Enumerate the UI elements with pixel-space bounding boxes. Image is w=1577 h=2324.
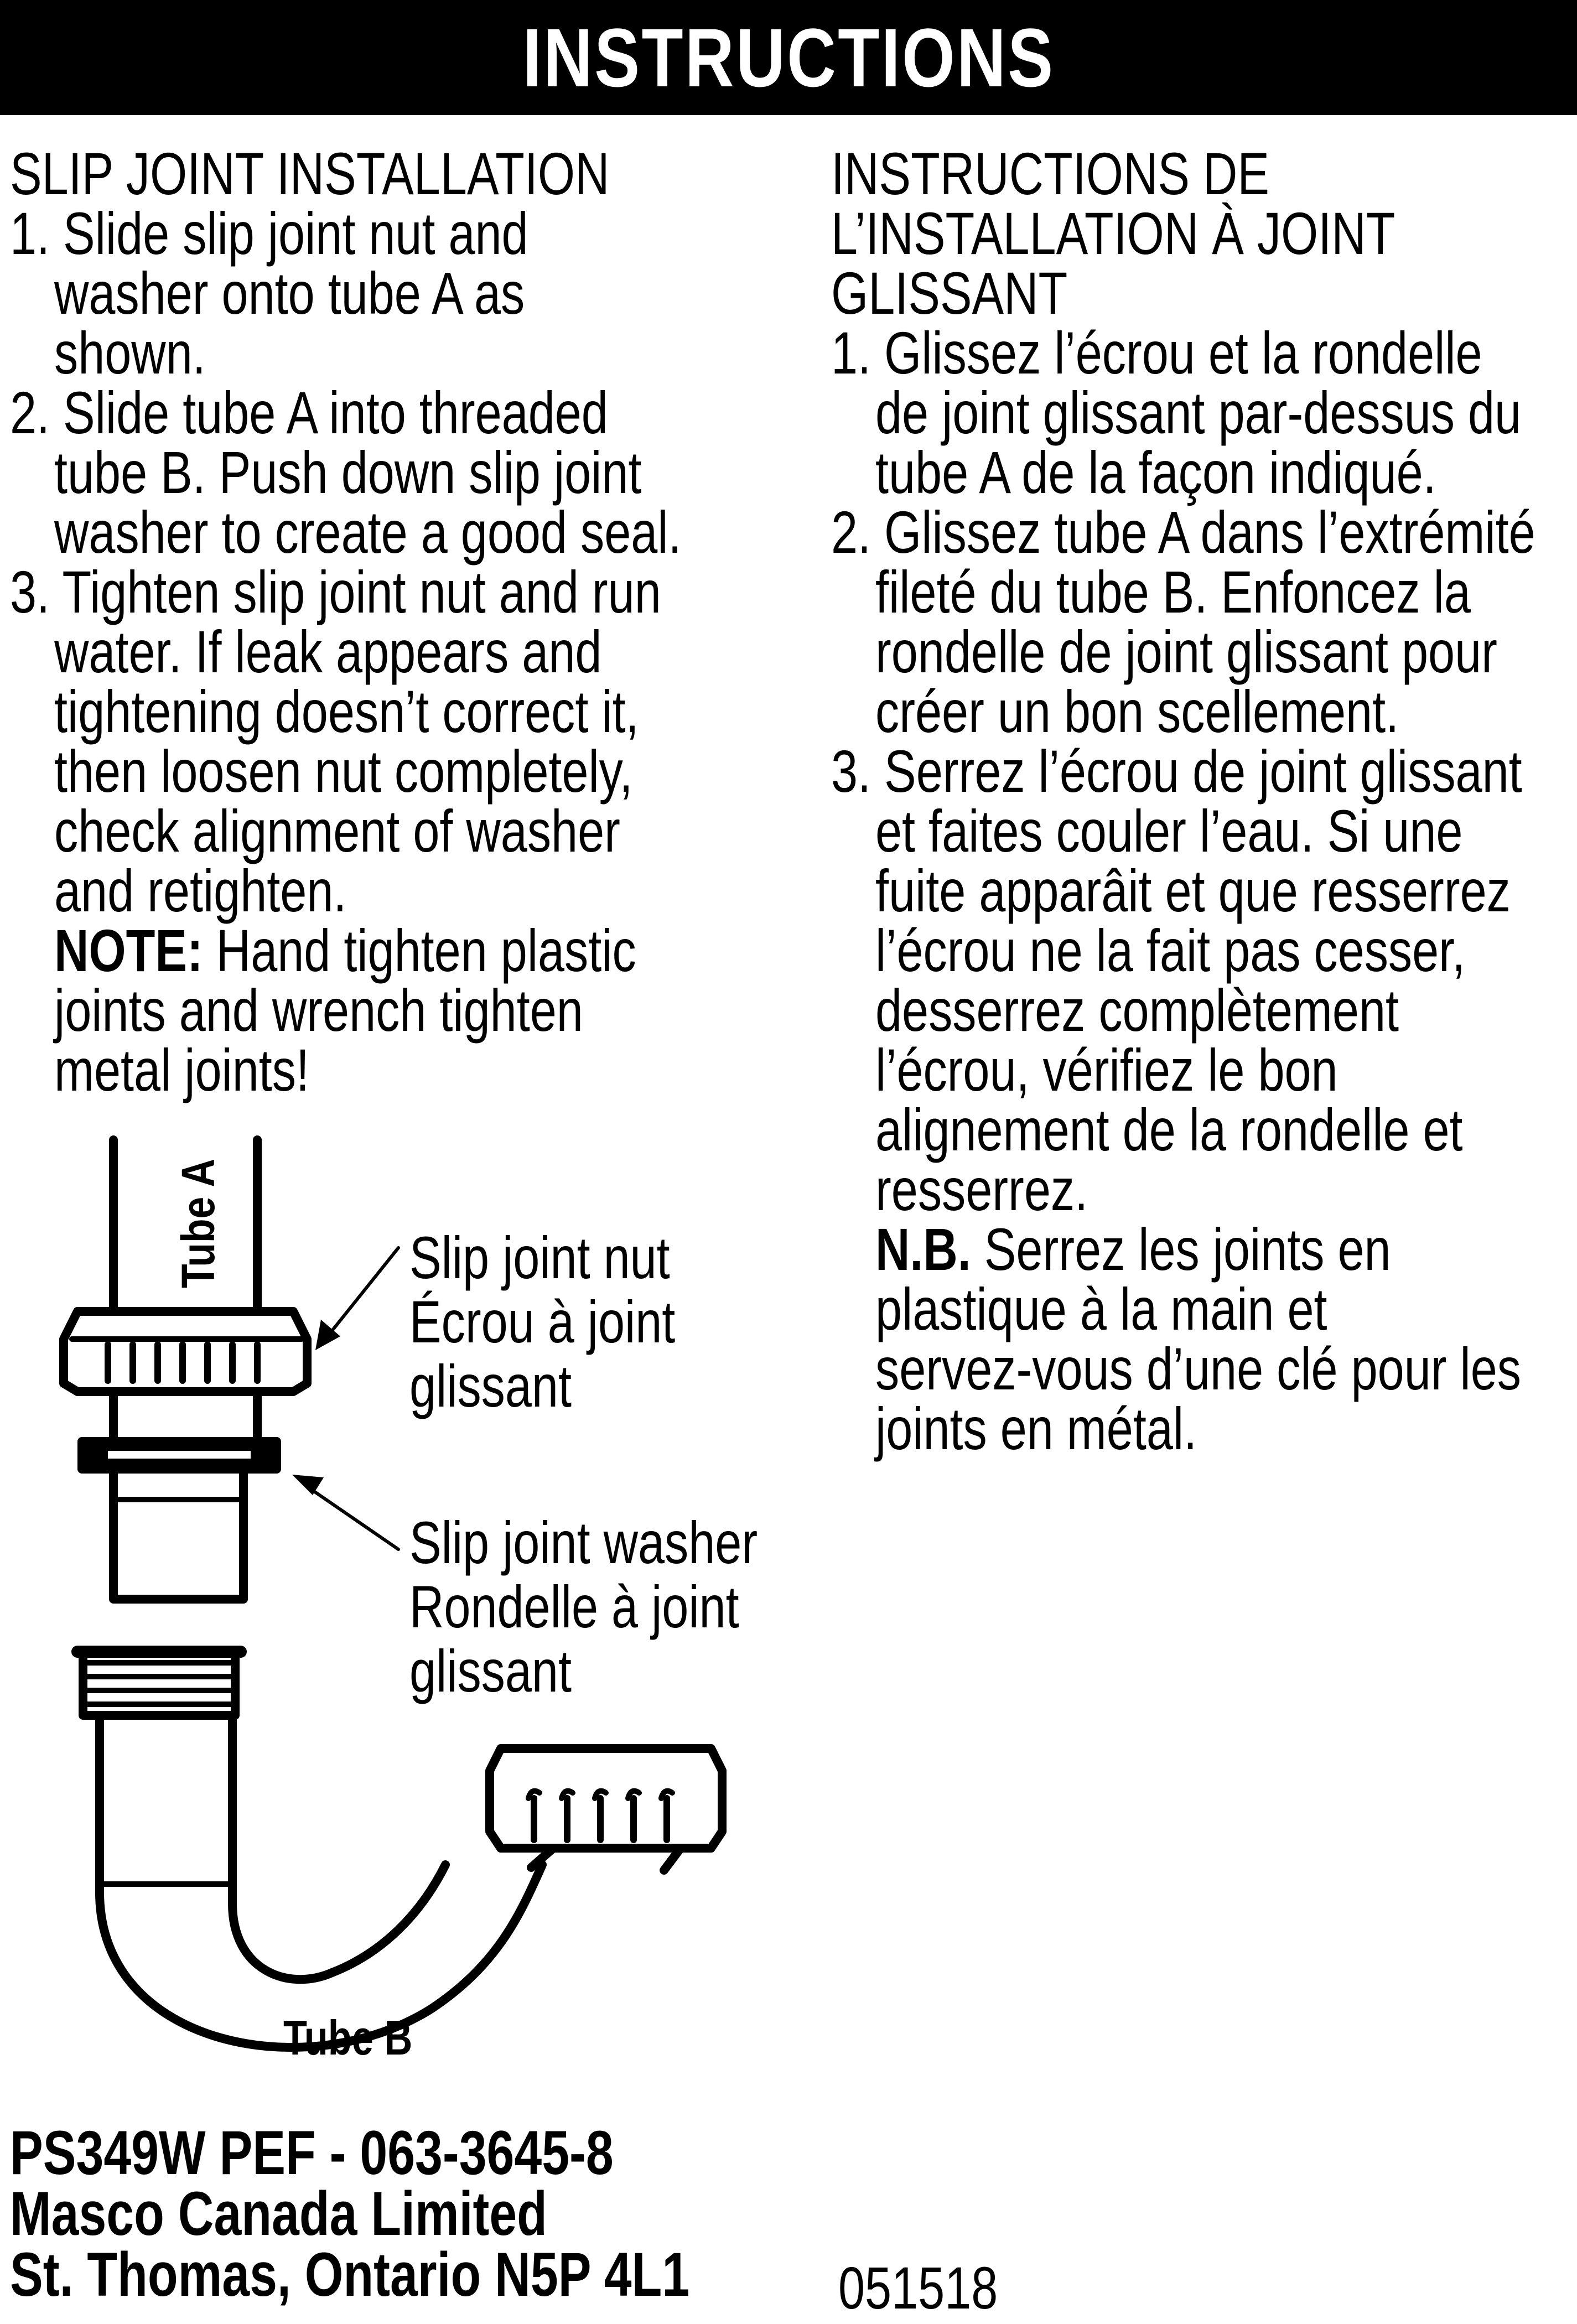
fr-note-line3: servez-vous d’une clé pour les [875,1335,1521,1402]
en-step1-line1: 1. Slide slip joint nut and [10,200,528,267]
nut-label [409,1226,675,1418]
english-column [10,140,849,1103]
fr-step3-line4: l’écrou ne la fait pas cesser, [875,917,1466,984]
footer-company: Masco Canada Limited [10,2179,547,2248]
fr-note-text: Serrez les joints en [971,1216,1391,1283]
washer-leader [310,1488,398,1549]
en-step3-line1: 3. Tighten slip joint nut and run [10,558,661,625]
en-step3-line3: tightening doesn’t correct it, [54,678,639,745]
fr-note-line2: plastique à la main et [875,1275,1327,1342]
en-step3-line2: water. If leak appears and [54,618,602,685]
footer [10,2118,690,2309]
french-heading-line1: INSTRUCTIONS DE [831,140,1270,207]
nut-label-line2: Écrou à joint [409,1288,676,1355]
footer-address: St. Thomas, Ontario N5P 4L1 [10,2240,690,2309]
washer-label [409,1511,758,1703]
fr-step1-line1: 1. Glissez l’écrou et la rondelle [831,319,1482,386]
pipe-diagram [0,1129,830,2114]
fr-note-label: N.B. [875,1216,971,1283]
en-step3-line4: then loosen nut completely, [54,738,633,805]
en-step1-line2: washer onto tube A as [54,260,525,326]
tube-b-nut [490,1749,722,1848]
page-title: INSTRUCTIONS [522,11,1055,104]
en-step2-line1: 2. Slide tube A into threaded [10,379,608,446]
washer-label-line2: Rondelle à joint [409,1573,739,1640]
fr-step3-line1: 3. Serrez l’écrou de joint glissant [831,738,1522,805]
en-step1-line3: shown. [54,319,206,386]
en-note-line2: joints and wrench tighten [54,977,583,1044]
fr-step2-line2: fileté du tube B. Enfoncez la [875,558,1471,625]
washer-label-line3: glissant [409,1637,572,1704]
fr-step2-line3: rondelle de joint glissant pour [875,618,1497,685]
en-note-label: NOTE: [54,917,203,984]
fr-note-line4: joints en métal. [875,1395,1197,1462]
fr-step2-line4: créer un bon scellement. [875,678,1399,745]
nut-leader [332,1248,398,1331]
fr-step3-line3: fuite apparâit et que resserrez [875,857,1511,924]
fr-note-line1 [831,1216,1536,1283]
fr-step3-line2: et faites couler l’eau. Si une [875,797,1463,864]
nut-label-line3: glissant [409,1352,572,1419]
nut-label-line1: Slip joint nut [409,1224,670,1291]
washer-label-line1: Slip joint washer [409,1509,758,1576]
en-step2-line2: tube B. Push down slip joint [54,439,642,506]
en-note-text: Hand tighten plastic [203,917,636,984]
tube-a-label: Tube A [172,1158,224,1288]
footer-part-number: PS349W PEF - 063-3645-8 [10,2118,614,2187]
fr-step1-line3: tube A de la façon indiqué. [875,439,1436,506]
fr-step1-line2: de joint glissant par-dessus du [875,379,1522,446]
fr-step3-line6: l’écrou, vérifiez le bon [875,1036,1338,1103]
fr-step3-line8: resserrez. [875,1156,1088,1223]
english-heading: SLIP JOINT INSTALLATION [10,140,610,207]
en-note-line3: metal joints! [54,1036,309,1103]
en-note-line1 [10,917,682,984]
fr-step3-line7: alignement de la rondelle et [875,1096,1463,1163]
french-column [831,140,1577,1462]
fr-step3-line5: desserrez complètement [875,977,1399,1044]
en-step2-line3: washer to create a good seal. [54,499,682,566]
washer-arrowhead [292,1475,324,1495]
french-heading-line3: GLISSANT [831,260,1068,326]
french-heading-line2: L’INSTALLATION À JOINT [831,200,1396,267]
tube-b-label: Tube B [283,2010,413,2065]
en-step3-line5: check alignment of washer [54,797,620,864]
fr-step2-line1: 2. Glissez tube A dans l’extrémité [831,499,1536,566]
print-code: 051518 [838,2254,998,2321]
en-step3-line6: and retighten. [54,857,347,924]
header-bar [0,0,1577,115]
